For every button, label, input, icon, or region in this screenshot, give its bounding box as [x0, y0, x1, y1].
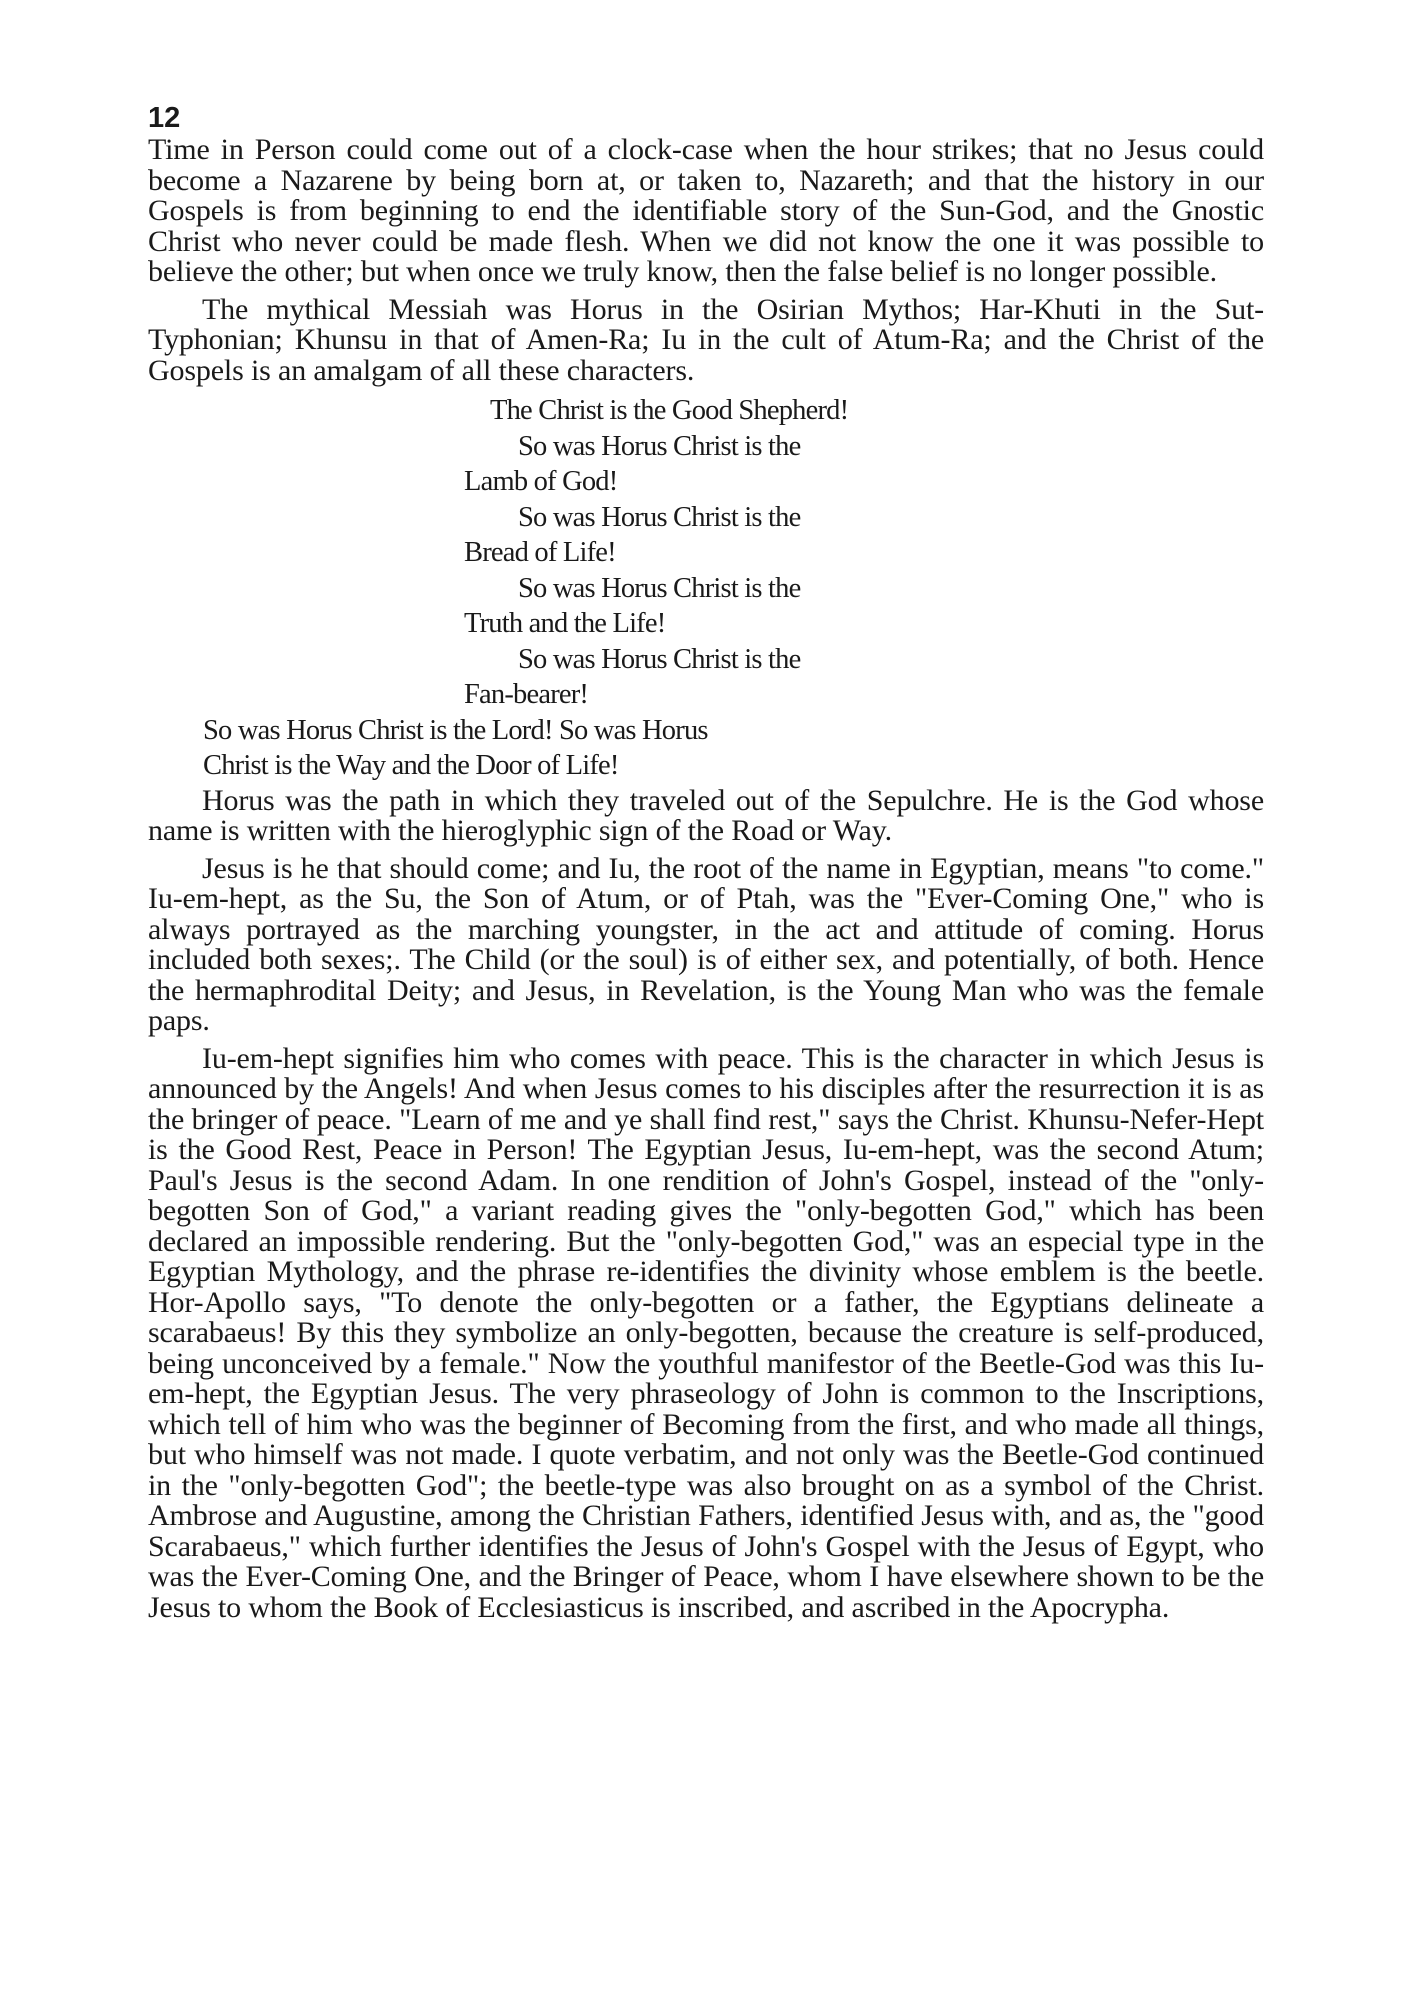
verse-line: Truth and the Life!: [464, 608, 666, 639]
verse-line: So was Horus Christ is the: [518, 501, 801, 533]
verse-line: Bread of Life!: [464, 537, 616, 568]
verse-line: The Christ is the Good Shepherd!: [490, 395, 849, 426]
verse-line: Fan-bearer!: [464, 679, 589, 710]
page-number: 12: [148, 102, 181, 134]
verse-block: [148, 393, 1264, 784]
verse-line: So was Horus Christ is the: [518, 430, 801, 462]
verse-line: Christ is the Way and the Door of Life!: [203, 750, 619, 781]
verse-line: So was Horus Christ is the: [518, 572, 801, 604]
verse-line: So was Horus Christ is the Lord! So was Horus: [203, 714, 708, 746]
paragraph: Jesus is he that should come; and Iu, the root of the name in Egyptian, means "to come." Iu-em-hept, as the Su, the Son of Atum, or of Ptah, was the "Ever-Coming One," who is always portrayed as the marching youngster, in the act and attitude of coming. Horus included both sexes;. The Child (or the soul) is of either sex, and potentially, of both. Hence the hermaphrodital Deity; and Jesus, in Revelation, is the Young Man who was the female paps.: [148, 851, 1264, 1037]
verse-line: Lamb of God!: [464, 466, 618, 497]
paragraph: The mythical Messiah was Horus in the Osirian Mythos; Har-Khuti in the Sut-Typhonian; Khunsu in that of Amen-Ra; Iu in the cult of Atum-Ra; and the Christ of the Gospels is an amalgam of all these characters.: [148, 292, 1264, 387]
paragraph: Iu-em-hept signifies him who comes with peace. This is the character in which Jesus is announced by the Angels! And when Jesus comes to his disciples after the resurrection it is as the bringer of peace. "Learn of me and ye shall find rest," says the Christ. Khunsu-Nefer-Hept is the Good Rest, Peace in Person! The Egyptian Jesus, Iu-em-hept, was the second Atum; Paul's Jesus is the second Adam. In one rendition of John's Gospel, instead of the "only-begotten Son of God," a variant reading gives the "only-begotten God," which has been declared an impossible rendering. But the "only-begotten God," was an especial type in the Egyptian Mythology, and the phrase re-identifies the divinity whose emblem is the beetle. Hor-Apollo says, "To denote the only-begotten or a father, the Egyptians delineate a scarabaeus! By this they symbolize an only-begotten, because the creature is self-produced, being unconceived by a female." Now the youthful manifestor of the Beetle-God was this Iu-em-hept, the Egyptian Jesus. The very phraseology of John is common to the Inscriptions, which tell of him who was the beginner of Becoming from the first, and who made all things, but who himself was not made. I quote verbatim, and not only was the Beetle-God continued in the "only-begotten God"; the beetle-type was also brought on as a symbol of the Christ. Ambrose and Augustine, among the Christian Fathers, identified Jesus with, and as, the "good Scarabaeus," which further identifies the Jesus of John's Gospel with the Jesus of Egypt, who was the Ever-Coming One, and the Bringer of Peace, whom I have elsewhere shown to be the Jesus to whom the Book of Ecclesiasticus is inscribed, and ascribed in the Apocrypha.: [148, 1041, 1264, 1624]
paragraph: Time in Person could come out of a clock-case when the hour strikes; that no Jesus could become a Nazarene by being born at, or taken to, Nazareth; and that the history in our Gospels is from beginning to end the identifiable story of the Sun-God, and the Gnostic Christ who never could be made flesh. When we did not know the one it was possible to believe the other; but when once we truly know, then the false belief is no longer possible.: [148, 133, 1264, 288]
paragraph: Horus was the path in which they traveled out of the Sepulchre. He is the God whose name is written with the hieroglyphic sign of the Road or Way.: [148, 783, 1264, 847]
verse-line: So was Horus Christ is the: [518, 643, 801, 675]
document-page: [148, 102, 1264, 1630]
